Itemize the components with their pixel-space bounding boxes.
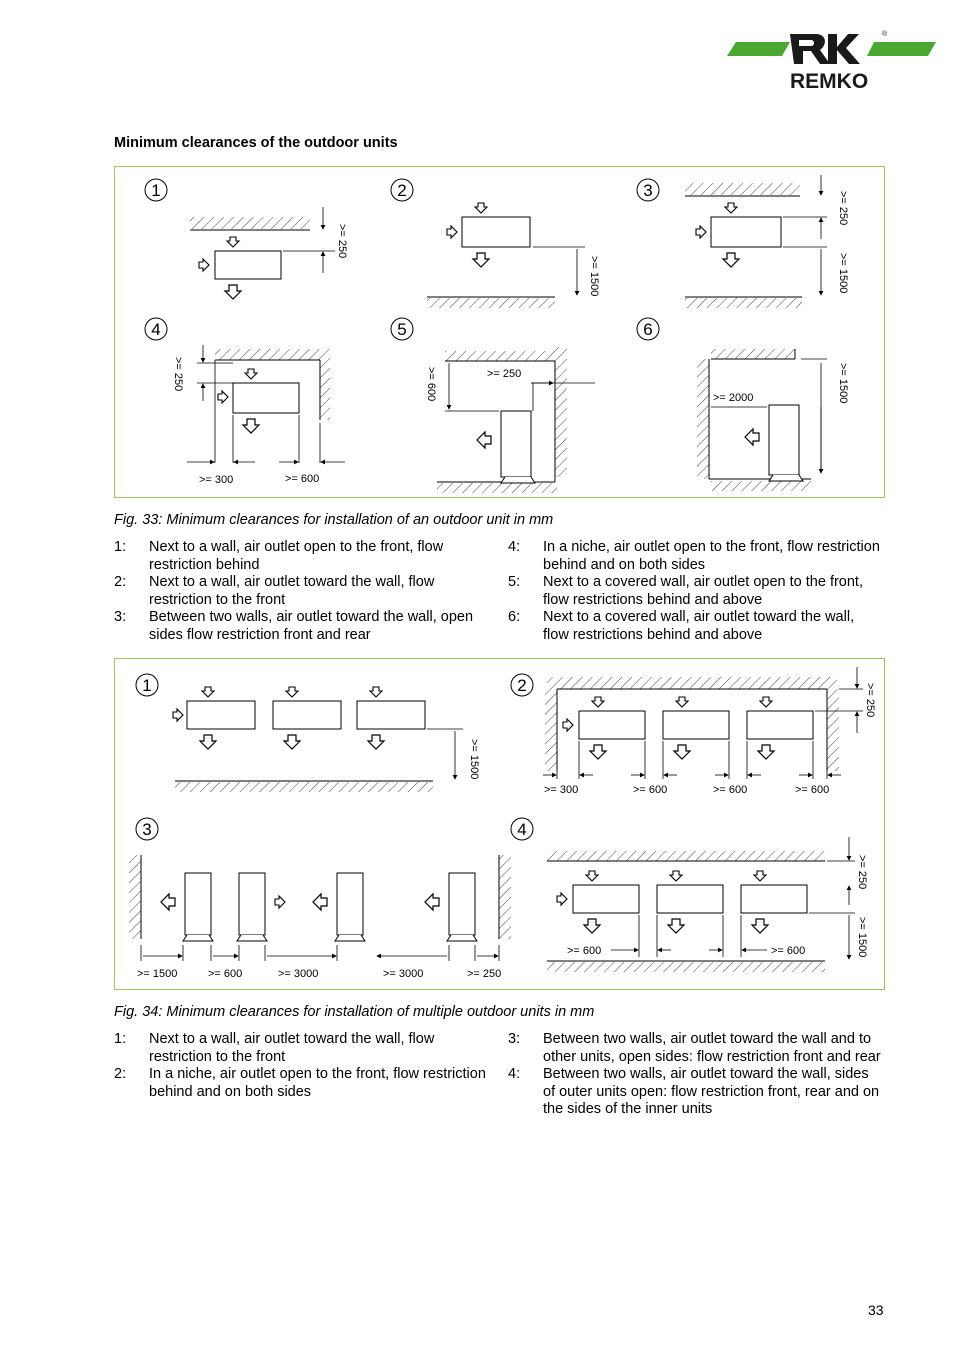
list-item: 4: Between two walls, air outlet toward the wall, sides of outer units open: flow restriction front, rear and on the sides of the inner units	[508, 1066, 880, 1118]
svg-text:>= 250: >= 250	[487, 368, 522, 380]
svg-text:>= 1500: >= 1500	[837, 363, 849, 404]
figure-33-legend-right	[508, 539, 883, 645]
panel-number: 1	[142, 676, 152, 695]
svg-text:>= 600: >= 600	[567, 945, 602, 957]
svg-text:>= 3000: >= 3000	[383, 968, 424, 980]
svg-text:>= 1500: >= 1500	[588, 256, 600, 297]
list-item: 1: Next to a wall, air outlet toward the wall, flow restriction to the front	[114, 1031, 435, 1065]
panel-number: 6	[643, 320, 653, 339]
svg-text:>= 250: >= 250	[467, 968, 502, 980]
section-title: Minimum clearances of the outdoor units	[114, 135, 398, 151]
svg-text:>= 600: >= 600	[208, 968, 243, 980]
logo-wordmark: REMKO	[790, 70, 869, 93]
figure-34-legend-left	[114, 1031, 486, 1101]
svg-text:>= 1500: >= 1500	[837, 253, 849, 294]
panel-number: 1	[151, 181, 161, 200]
list-item: 3: Between two walls, air outlet toward the wall, open sides flow restriction front and rear	[114, 609, 474, 643]
panel-number: 5	[397, 320, 407, 339]
figure-34	[114, 658, 885, 990]
svg-text:>= 250: >= 250	[172, 357, 184, 392]
svg-text:>= 250: >= 250	[856, 855, 868, 890]
svg-text:>= 1500: >= 1500	[468, 739, 480, 780]
svg-text:>= 3000: >= 3000	[278, 968, 319, 980]
svg-text:>= 1500: >= 1500	[137, 968, 178, 980]
svg-text:®: ®	[882, 31, 888, 38]
panel-number: 4	[517, 820, 527, 839]
remko-logo	[724, 28, 938, 94]
page-number: 33	[868, 1302, 884, 1318]
figure-33-caption: Fig. 33: Minimum clearances for installation of an outdoor unit in mm	[114, 512, 554, 528]
panel-number: 3	[142, 820, 152, 839]
list-item: 4: In a niche, air outlet open to the front, flow restriction behind and on both sides	[508, 539, 880, 573]
svg-text:>= 600: >= 600	[285, 473, 320, 485]
svg-text:>= 600: >= 600	[795, 784, 830, 796]
svg-text:>= 600: >= 600	[771, 945, 806, 957]
panel-number: 4	[151, 320, 161, 339]
list-item: 3: Between two walls, air outlet toward the wall and to other units, open sides: flow restriction front and rear	[508, 1031, 881, 1065]
figure-33-legend-left	[114, 539, 486, 645]
list-item: 1: Next to a wall, air outlet open to the front, flow restriction behind	[114, 539, 444, 573]
svg-text:>= 250: >= 250	[837, 191, 849, 226]
svg-text:>= 600: >= 600	[633, 784, 668, 796]
figure-34-caption: Fig. 34: Minimum clearances for installation of multiple outdoor units in mm	[114, 1004, 595, 1020]
panel-number: 2	[517, 676, 527, 695]
svg-text:>= 300: >= 300	[544, 784, 579, 796]
list-item: 5: Next to a covered wall, air outlet open to the front, flow restrictions behind and above	[508, 574, 863, 608]
figure-33	[114, 166, 885, 498]
svg-text:>= 2000: >= 2000	[713, 392, 754, 404]
svg-text:>= 300: >= 300	[199, 474, 234, 486]
list-item: 2: Next to a wall, air outlet toward the wall, flow restriction to the front	[114, 574, 435, 608]
list-item: 6: Next to a covered wall, air outlet toward the wall, flow restrictions behind and above	[508, 609, 855, 643]
svg-text:>= 1500: >= 1500	[856, 917, 868, 958]
svg-text:>= 600: >= 600	[425, 367, 437, 402]
svg-text:>= 600: >= 600	[713, 784, 748, 796]
svg-text:>= 250: >= 250	[864, 683, 876, 718]
svg-text:>= 250: >= 250	[336, 224, 348, 259]
list-item: 2: In a niche, air outlet open to the front, flow restriction behind and on both sides	[114, 1066, 486, 1100]
panel-number: 3	[643, 181, 653, 200]
panel-number: 2	[397, 181, 407, 200]
figure-34-legend-right	[508, 1031, 883, 1119]
